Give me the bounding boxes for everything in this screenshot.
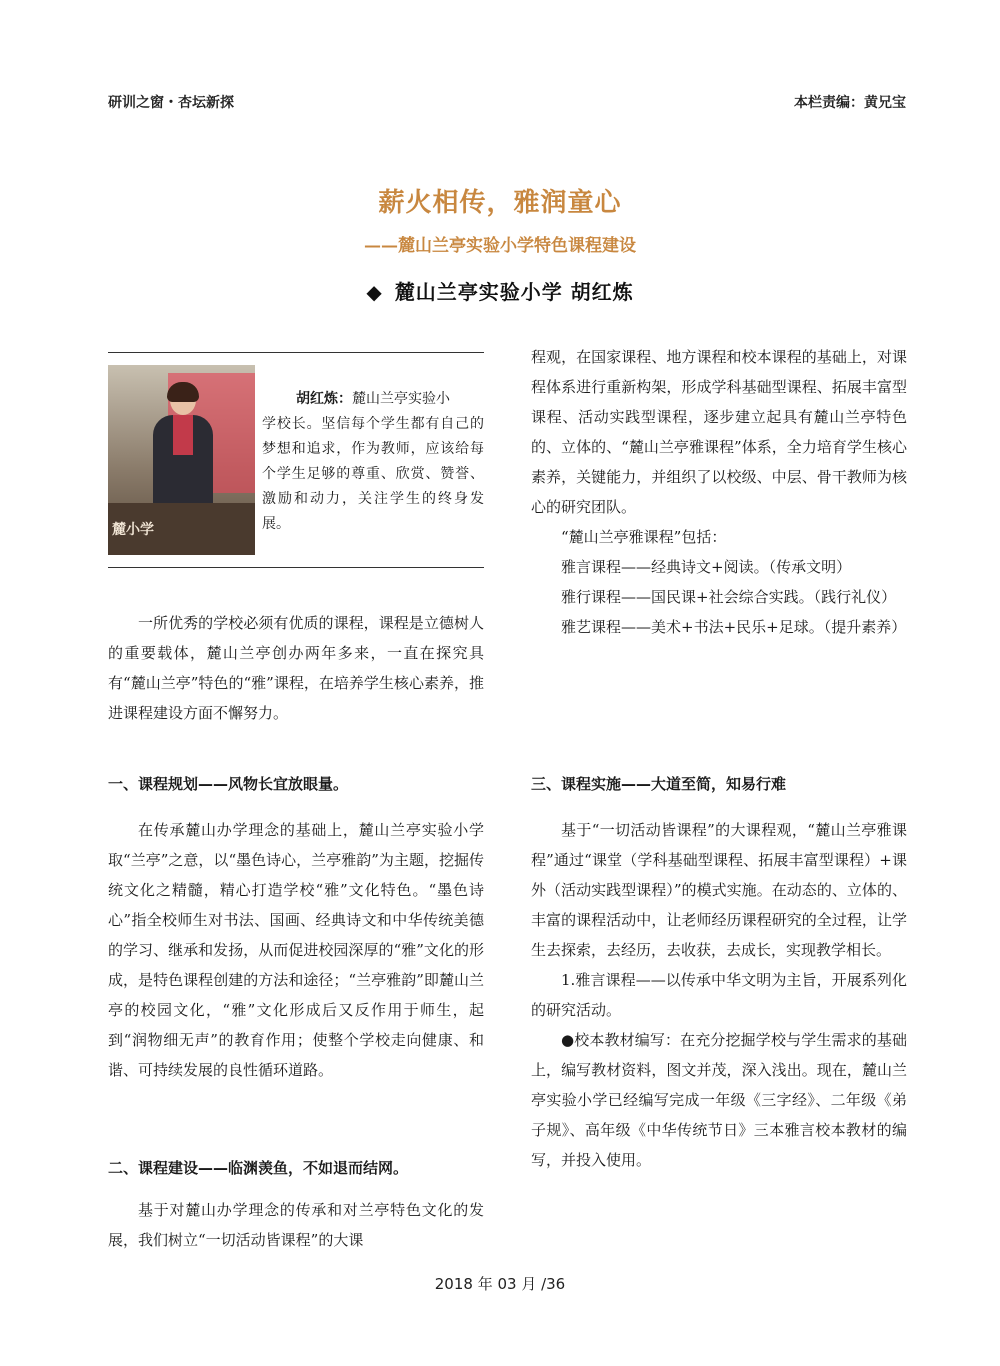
left-column [108, 608, 484, 728]
article-subtitle: ——麓山兰亭实验小学特色课程建设 [364, 236, 636, 256]
diamond-icon: ◆ [366, 280, 383, 304]
right-column-section-3 [531, 769, 907, 799]
section-1-paragraph: 在传承麓山办学理念的基础上，麓山兰亭实验小学取“兰亭”之意，以“墨色诗心，兰亭雅韵”为主题，挖掘传统文化之精髓，精心打造学校“雅”文化特色。“墨色诗心”指全校师生对书法、国画、经典诗文和中华传统美德的学习、继承和发扬，从而促进校园深厚的“雅”文化的形成，是特色课程创建的方法和途径；“兰亭雅韵”即麓山兰亭的校园文化，“雅”文化形成后又反作用于师生，起到“润物细无声”的教育作用；使整个学校走向健康、和谐、可持续发展的良性循环道路。 [108, 821, 484, 1079]
bio-line1: 麓山兰亭实验小 [352, 391, 450, 407]
section-3-paragraph: 基于“一切活动皆课程”的大课程观，“麓山兰亭雅课程”通过“课堂（学科基础型课程、拓展丰富型课程）+课外（活动实践型课程）”的模式实施。在动态的、立体的、丰富的课程活动中，让老师经历课程研究的全过程，让学生去探索，去经历，去收获，去成长，实现教学相长。 [531, 821, 907, 959]
section-header: 研训之窗・杏坛新探 [108, 95, 234, 111]
section-heading-3: 三、课程实施——大道至简，知易行难 [531, 775, 787, 793]
right-column-top [531, 342, 907, 642]
page-footer: 2018 年 03 月 /36 [434, 1275, 566, 1293]
photo-podium-text: 麓小学 [112, 522, 154, 538]
article-title: 薪火相传，雅润童心 [378, 188, 622, 218]
bio-first-line [262, 387, 484, 412]
author-name: 麓山兰亭实验小学 胡红炼 [394, 280, 634, 304]
continued-paragraph: 程观，在国家课程、地方课程和校本课程的基础上，对课程体系进行重新构架，形成学科基础型课程、拓展丰富型课程、活动实践型课程，逐步建立起具有麓山兰亭特色的、立体的、“麓山兰亭雅课程”体系，全力培育学生核心素养，关键能力，并组织了以校级、中层、骨干教师为核心的研究团队。 [531, 348, 907, 516]
course-list-intro: “麓山兰亭雅课程”包括： [561, 528, 727, 546]
section-heading-1: 一、课程规划——风物长宜放眼量。 [108, 775, 349, 793]
right-column-section-3-body [531, 815, 907, 1175]
bio-body: 学校长。坚信每个学生都有自己的梦想和追求，作为教师，应该给每个学生足够的尊重、欣赏、赞誉、激励和动力，关注学生的终身发展。 [262, 416, 484, 532]
yayan-course-paragraph: 1.雅言课程——以传承中华文明为主旨，开展系列化的研究活动。 [531, 971, 907, 1019]
course-yaxing: 雅行课程——国民课+社会综合实践。（践行礼仪） [561, 588, 897, 606]
bio-text [262, 387, 484, 537]
textbook-paragraph: ●校本教材编写：在充分挖掘学校与学生需求的基础上，编写教材资料，图文并茂，深入浅出。现在，麓山兰亭实验小学已经编写完成一年级《三字经》、二年级《弟子规》、高年级《中华传统节日》三本雅言校本教材的编写，并投入使用。 [531, 1031, 907, 1169]
author-photo [108, 365, 255, 555]
course-yayan: 雅言课程——经典诗文+阅读。（传承文明） [561, 558, 852, 576]
course-yayi: 雅艺课程——美术+书法+民乐+足球。（提升素养） [561, 618, 907, 636]
left-column-section-1 [108, 769, 484, 799]
author-line [0, 276, 1000, 305]
section-heading-2: 二、课程建设——临渊羡鱼，不如退而结网。 [108, 1159, 409, 1177]
left-column-section-2-body [108, 1195, 484, 1255]
author-bio-box [108, 352, 484, 568]
left-column-section-2 [108, 1153, 484, 1183]
bio-name: 胡红炼： [296, 391, 352, 407]
intro-paragraph: 一所优秀的学校必须有优质的课程，课程是立德树人的重要载体，麓山兰亭创办两年多来，一直在探究具有“麓山兰亭”特色的“雅”课程，在培养学生核心素养，推进课程建设方面不懈努力。 [108, 614, 484, 722]
section-2-paragraph: 基于对麓山办学理念的传承和对兰亭特色文化的发展，我们树立“一切活动皆课程”的大课 [108, 1201, 484, 1249]
left-column-section-1-body [108, 815, 484, 1085]
editor-credit: 本栏责编：黄兄宝 [794, 95, 906, 111]
